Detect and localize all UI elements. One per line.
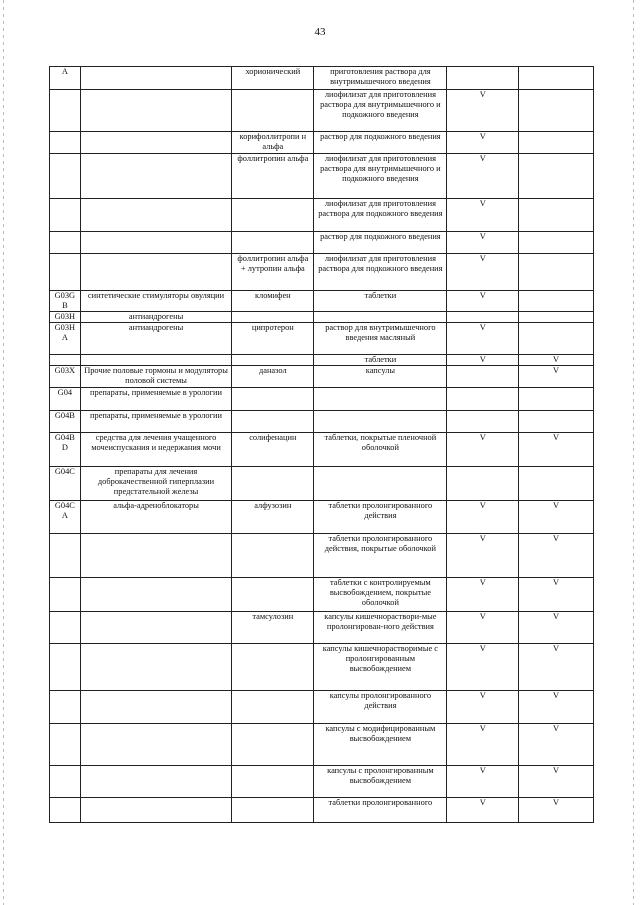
group-name-cell: синтетические стимуляторы овуляции bbox=[80, 291, 232, 312]
table-row bbox=[50, 132, 594, 154]
extra-mark-cell bbox=[519, 132, 594, 154]
group-name-cell bbox=[80, 724, 232, 766]
atc-code-cell bbox=[50, 612, 81, 644]
extra-mark-cell bbox=[519, 312, 594, 323]
list-mark-cell: V bbox=[447, 612, 519, 644]
extra-mark-cell bbox=[519, 388, 594, 411]
atc-code-cell bbox=[50, 724, 81, 766]
group-name-cell: альфа-адреноблокаторы bbox=[80, 501, 232, 534]
dosage-form-cell: лиофилизат для приготовления раствора для внутримышечного и подкожного введения bbox=[314, 154, 447, 199]
dosage-form-cell bbox=[314, 467, 447, 501]
extra-mark-cell bbox=[519, 467, 594, 501]
group-name-cell bbox=[80, 90, 232, 132]
extra-mark-cell: V bbox=[519, 433, 594, 467]
drug-name-cell bbox=[232, 798, 314, 823]
extra-mark-cell bbox=[519, 232, 594, 254]
table-row bbox=[50, 612, 594, 644]
dosage-form-cell: таблетки bbox=[314, 355, 447, 366]
table-row bbox=[50, 798, 594, 823]
group-name-cell: Прочие половые гормоны и модуляторы половой системы bbox=[80, 366, 232, 388]
atc-code-cell bbox=[50, 691, 81, 724]
table-row bbox=[50, 766, 594, 798]
list-mark-cell: V bbox=[447, 644, 519, 691]
dosage-form-cell: лиофилизат для приготовления раствора для подкожного введения bbox=[314, 199, 447, 232]
drug-name-cell: тамсулозин bbox=[232, 612, 314, 644]
drug-name-cell bbox=[232, 467, 314, 501]
dosage-form-cell bbox=[314, 388, 447, 411]
dosage-form-cell: капсулы кишечнорастворимые с пролонгированным высвобождением bbox=[314, 644, 447, 691]
group-name-cell: антиандрогены bbox=[80, 323, 232, 355]
table-row bbox=[50, 254, 594, 291]
dosage-form-cell: капсулы с модифицированным высвобождением bbox=[314, 724, 447, 766]
atc-code-cell bbox=[50, 766, 81, 798]
list-mark-cell bbox=[447, 366, 519, 388]
group-name-cell bbox=[80, 766, 232, 798]
dosage-form-cell: таблетки пролонгированного действия bbox=[314, 501, 447, 534]
list-mark-cell: V bbox=[447, 232, 519, 254]
group-name-cell bbox=[80, 612, 232, 644]
drug-name-cell bbox=[232, 691, 314, 724]
drug-name-cell bbox=[232, 388, 314, 411]
dosage-form-cell: таблетки с контролируемым высвобождением, покрытые оболочкой bbox=[314, 578, 447, 612]
table-row bbox=[50, 467, 594, 501]
dosage-form-cell: таблетки пролонгированного bbox=[314, 798, 447, 823]
left-margin-line bbox=[3, 0, 4, 905]
drug-name-cell: ципротерон bbox=[232, 323, 314, 355]
drug-name-cell bbox=[232, 766, 314, 798]
atc-code-cell: A bbox=[50, 67, 81, 90]
drug-name-cell: алфузозин bbox=[232, 501, 314, 534]
group-name-cell bbox=[80, 534, 232, 578]
atc-code-cell bbox=[50, 132, 81, 154]
dosage-form-cell: раствор для подкожного введения bbox=[314, 132, 447, 154]
dosage-form-cell bbox=[314, 312, 447, 323]
dosage-form-cell: раствор для подкожного введения bbox=[314, 232, 447, 254]
atc-code-cell: G04C bbox=[50, 467, 81, 501]
drug-name-cell: даназол bbox=[232, 366, 314, 388]
drug-name-cell: фоллитропин альфа bbox=[232, 154, 314, 199]
extra-mark-cell bbox=[519, 90, 594, 132]
list-mark-cell: V bbox=[447, 154, 519, 199]
list-mark-cell: V bbox=[447, 433, 519, 467]
table-row bbox=[50, 534, 594, 578]
drug-name-cell bbox=[232, 312, 314, 323]
group-name-cell bbox=[80, 355, 232, 366]
table-row bbox=[50, 578, 594, 612]
table-row bbox=[50, 199, 594, 232]
extra-mark-cell bbox=[519, 67, 594, 90]
drug-name-cell bbox=[232, 644, 314, 691]
table-row bbox=[50, 724, 594, 766]
list-mark-cell: V bbox=[447, 501, 519, 534]
list-mark-cell: V bbox=[447, 199, 519, 232]
atc-code-cell: G04B D bbox=[50, 433, 81, 467]
extra-mark-cell: V bbox=[519, 691, 594, 724]
atc-code-cell bbox=[50, 199, 81, 232]
extra-mark-cell: V bbox=[519, 501, 594, 534]
drug-table bbox=[49, 66, 594, 823]
atc-code-cell bbox=[50, 534, 81, 578]
list-mark-cell bbox=[447, 411, 519, 433]
table-row bbox=[50, 291, 594, 312]
table-row bbox=[50, 312, 594, 323]
drug-name-cell bbox=[232, 534, 314, 578]
dosage-form-cell: капсулы bbox=[314, 366, 447, 388]
drug-name-cell bbox=[232, 355, 314, 366]
dosage-form-cell: капсулы с пролонгированным высвобождением bbox=[314, 766, 447, 798]
list-mark-cell bbox=[447, 67, 519, 90]
extra-mark-cell: V bbox=[519, 766, 594, 798]
atc-code-cell: G03H bbox=[50, 312, 81, 323]
list-mark-cell: V bbox=[447, 724, 519, 766]
list-mark-cell: V bbox=[447, 90, 519, 132]
group-name-cell bbox=[80, 67, 232, 90]
drug-name-cell bbox=[232, 90, 314, 132]
list-mark-cell: V bbox=[447, 578, 519, 612]
atc-code-cell bbox=[50, 578, 81, 612]
list-mark-cell bbox=[447, 312, 519, 323]
extra-mark-cell bbox=[519, 323, 594, 355]
atc-code-cell bbox=[50, 232, 81, 254]
drug-name-cell bbox=[232, 411, 314, 433]
extra-mark-cell bbox=[519, 291, 594, 312]
dosage-form-cell: таблетки, покрытые пленочной оболочкой bbox=[314, 433, 447, 467]
table-row bbox=[50, 67, 594, 90]
dosage-form-cell: капсулы пролонгированного действия bbox=[314, 691, 447, 724]
drug-name-cell bbox=[232, 578, 314, 612]
group-name-cell: антиандрогены bbox=[80, 312, 232, 323]
atc-code-cell: G03G B bbox=[50, 291, 81, 312]
drug-name-cell: корифоллитропи н альфа bbox=[232, 132, 314, 154]
list-mark-cell: V bbox=[447, 323, 519, 355]
table-row bbox=[50, 644, 594, 691]
table-row bbox=[50, 433, 594, 467]
drug-name-cell: хорионический bbox=[232, 67, 314, 90]
group-name-cell bbox=[80, 254, 232, 291]
list-mark-cell: V bbox=[447, 534, 519, 578]
table-row bbox=[50, 90, 594, 132]
dosage-form-cell: таблетки bbox=[314, 291, 447, 312]
dosage-form-cell: лиофилизат для приготовления раствора для внутримышечного и подкожного введения bbox=[314, 90, 447, 132]
atc-code-cell bbox=[50, 798, 81, 823]
extra-mark-cell: V bbox=[519, 644, 594, 691]
list-mark-cell: V bbox=[447, 766, 519, 798]
extra-mark-cell: V bbox=[519, 578, 594, 612]
table-row bbox=[50, 355, 594, 366]
list-mark-cell bbox=[447, 388, 519, 411]
atc-code-cell: G04B bbox=[50, 411, 81, 433]
list-mark-cell: V bbox=[447, 254, 519, 291]
group-name-cell bbox=[80, 578, 232, 612]
extra-mark-cell bbox=[519, 199, 594, 232]
dosage-form-cell: приготовления раствора для внутримышечного введения bbox=[314, 67, 447, 90]
extra-mark-cell bbox=[519, 411, 594, 433]
drug-name-cell: кломифен bbox=[232, 291, 314, 312]
group-name-cell: препараты, применяемые в урологии bbox=[80, 411, 232, 433]
extra-mark-cell: V bbox=[519, 355, 594, 366]
group-name-cell bbox=[80, 154, 232, 199]
atc-code-cell bbox=[50, 154, 81, 199]
extra-mark-cell: V bbox=[519, 366, 594, 388]
drug-name-cell bbox=[232, 232, 314, 254]
extra-mark-cell: V bbox=[519, 724, 594, 766]
table-row bbox=[50, 323, 594, 355]
extra-mark-cell: V bbox=[519, 612, 594, 644]
drug-name-cell bbox=[232, 199, 314, 232]
table-body bbox=[50, 67, 594, 823]
dosage-form-cell: раствор для внутримышечного введения масляный bbox=[314, 323, 447, 355]
atc-code-cell bbox=[50, 355, 81, 366]
drug-name-cell: солифенацин bbox=[232, 433, 314, 467]
atc-code-cell: G03X bbox=[50, 366, 81, 388]
group-name-cell bbox=[80, 691, 232, 724]
dosage-form-cell: капсулы кишечнораствори-мые пролонгирован-ного действия bbox=[314, 612, 447, 644]
atc-code-cell bbox=[50, 254, 81, 291]
dosage-form-cell bbox=[314, 411, 447, 433]
list-mark-cell: V bbox=[447, 291, 519, 312]
dosage-form-cell: лиофилизат для приготовления раствора для подкожного введения bbox=[314, 254, 447, 291]
drug-name-cell bbox=[232, 724, 314, 766]
extra-mark-cell bbox=[519, 154, 594, 199]
atc-code-cell: G04 bbox=[50, 388, 81, 411]
extra-mark-cell: V bbox=[519, 798, 594, 823]
table-row bbox=[50, 411, 594, 433]
group-name-cell bbox=[80, 132, 232, 154]
table-row bbox=[50, 388, 594, 411]
atc-code-cell bbox=[50, 644, 81, 691]
table-row bbox=[50, 501, 594, 534]
extra-mark-cell bbox=[519, 254, 594, 291]
table-row bbox=[50, 154, 594, 199]
dosage-form-cell: таблетки пролонгированного действия, покрытые оболочкой bbox=[314, 534, 447, 578]
table-row bbox=[50, 691, 594, 724]
group-name-cell: средства для лечения учащенного мочеиспускания и недержания мочи bbox=[80, 433, 232, 467]
list-mark-cell: V bbox=[447, 355, 519, 366]
extra-mark-cell: V bbox=[519, 534, 594, 578]
list-mark-cell: V bbox=[447, 132, 519, 154]
group-name-cell bbox=[80, 199, 232, 232]
group-name-cell bbox=[80, 798, 232, 823]
drug-name-cell: фоллитропин альфа + лутропин альфа bbox=[232, 254, 314, 291]
list-mark-cell bbox=[447, 467, 519, 501]
list-mark-cell: V bbox=[447, 691, 519, 724]
group-name-cell: препараты, применяемые в урологии bbox=[80, 388, 232, 411]
table-row bbox=[50, 232, 594, 254]
group-name-cell: препараты для лечения доброкачественной гиперплазии предстательной железы bbox=[80, 467, 232, 501]
table-row bbox=[50, 366, 594, 388]
list-mark-cell: V bbox=[447, 798, 519, 823]
group-name-cell bbox=[80, 644, 232, 691]
group-name-cell bbox=[80, 232, 232, 254]
right-margin-line bbox=[633, 0, 634, 905]
atc-code-cell bbox=[50, 90, 81, 132]
atc-code-cell: G04C A bbox=[50, 501, 81, 534]
atc-code-cell: G03H A bbox=[50, 323, 81, 355]
page-number: 43 bbox=[314, 26, 326, 38]
